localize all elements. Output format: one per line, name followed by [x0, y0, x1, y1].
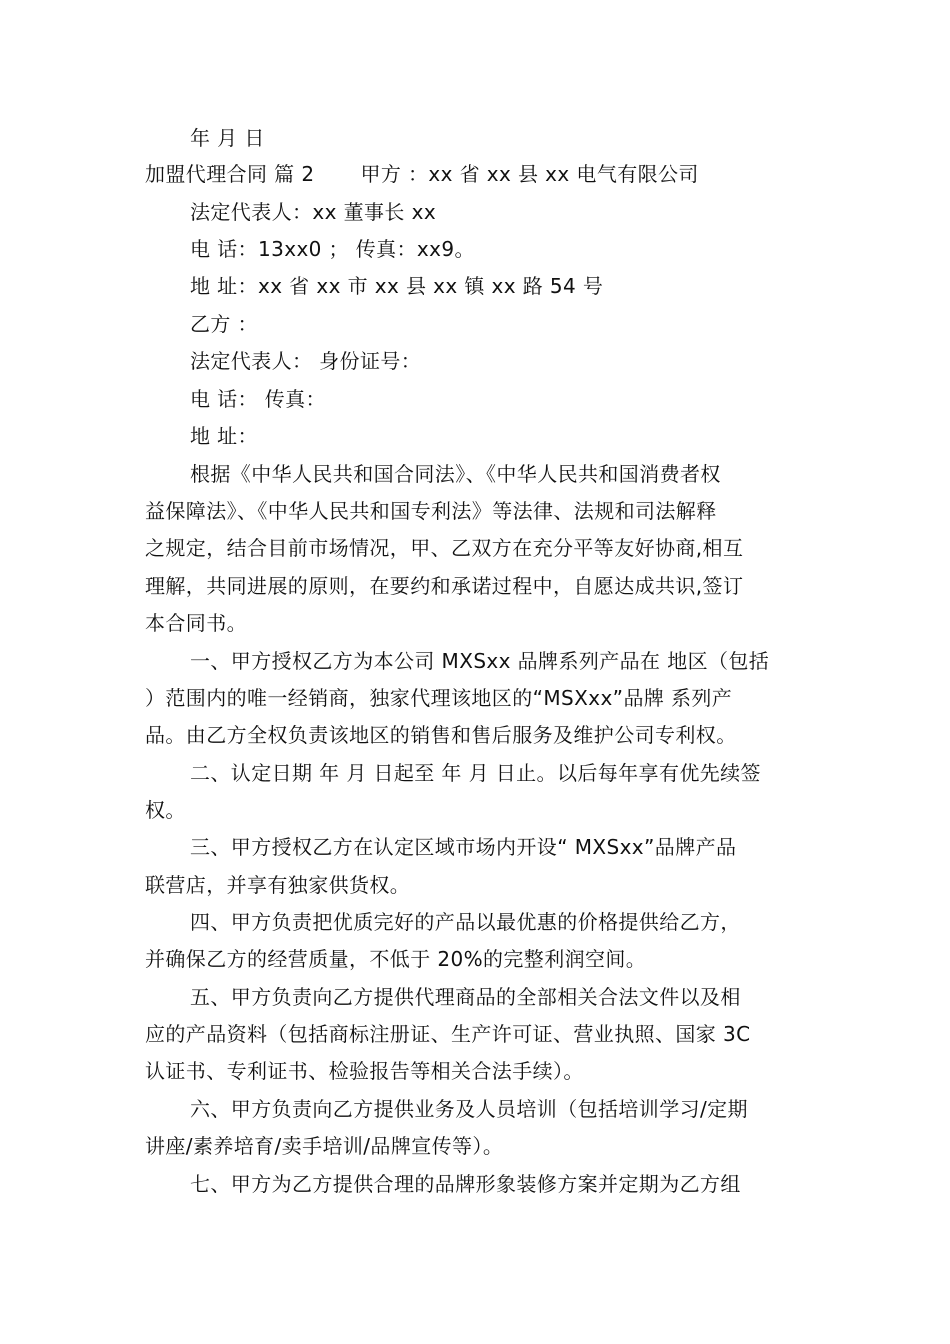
clause-7-line: 七、甲方为乙方提供合理的品牌形象装修方案并定期为乙方组 — [190, 1172, 741, 1196]
clause-4-line: 并确保乙方的经营质量，不低于 20%的完整利润空间。 — [145, 947, 647, 971]
clause-6-line: 六、甲方负责向乙方提供业务及人员培训（包括培训学习/定期 — [190, 1097, 748, 1121]
clause-1-line: 一、甲方授权乙方为本公司 MXSxx 品牌系列产品在 地区（包括 — [190, 649, 770, 673]
clause-5-line: 认证书、专利证书、检验报告等相关合法手续）。 — [145, 1059, 584, 1083]
clause-1-line: ）范围内的唯一经销商，独家代理该地区的“MSXxx”品牌 系列产 — [145, 686, 733, 710]
preamble-line: 理解，共同进展的原则，在要约和承诺过程中，自愿达成共识,签订 — [145, 574, 744, 598]
clause-5-line: 五、甲方负责向乙方提供代理商品的全部相关合法文件以及相 — [190, 985, 741, 1009]
preamble-line: 根据《中华人民共和国合同法》、《中华人民共和国消费者权 — [190, 462, 721, 486]
party-a-representative: 法定代表人：xx 董事长 xx — [190, 200, 437, 224]
clause-1-line: 品。由乙方全权负责该地区的销售和售后服务及维护公司专利权。 — [145, 723, 737, 747]
contract-title: 加盟代理合同 篇 2 — [145, 162, 315, 186]
title-line — [145, 161, 815, 187]
clause-2-line: 权。 — [145, 798, 186, 822]
party-a-address: 地 址：xx 省 xx 市 xx 县 xx 镇 xx 路 54 号 — [190, 274, 604, 298]
party-b-phone: 电 话： 传真： — [190, 387, 326, 411]
party-a-name: 甲方 ：xx 省 xx 县 xx 电气有限公司 — [360, 162, 699, 186]
clause-5-line: 应的产品资料（包括商标注册证、生产许可证、营业执照、国家 3C — [145, 1022, 751, 1046]
clause-3-line: 联营店，并享有独家供货权。 — [145, 873, 411, 897]
clause-3-line: 三、甲方授权乙方在认定区域市场内开设“ MXSxx”品牌产品 — [190, 835, 737, 859]
clause-4-line: 四、甲方负责把优质完好的产品以最优惠的价格提供给乙方， — [190, 910, 741, 934]
party-a-phone: 电 话：13xx0 ； 传真：xx9。 — [190, 237, 475, 261]
preamble-line: 之规定，结合目前市场情况，甲、乙双方在充分平等友好协商,相互 — [145, 536, 744, 560]
party-b-name: 乙方 ： — [190, 312, 258, 336]
clause-6-line: 讲座/素养培育/卖手培训/品牌宣传等）。 — [145, 1134, 504, 1158]
preamble-line: 益保障法》、《中华人民共和国专利法》等法律、法规和司法解释 — [145, 499, 717, 523]
preamble-line: 本合同书。 — [145, 611, 247, 635]
party-b-representative: 法定代表人： 身份证号： — [190, 349, 422, 373]
party-b-address: 地 址： — [190, 424, 258, 448]
date-line: 年 月 日 — [190, 126, 265, 150]
clause-2-line: 二、认定日期 年 月 日起至 年 月 日止。以后每年享有优先续签 — [190, 761, 761, 785]
